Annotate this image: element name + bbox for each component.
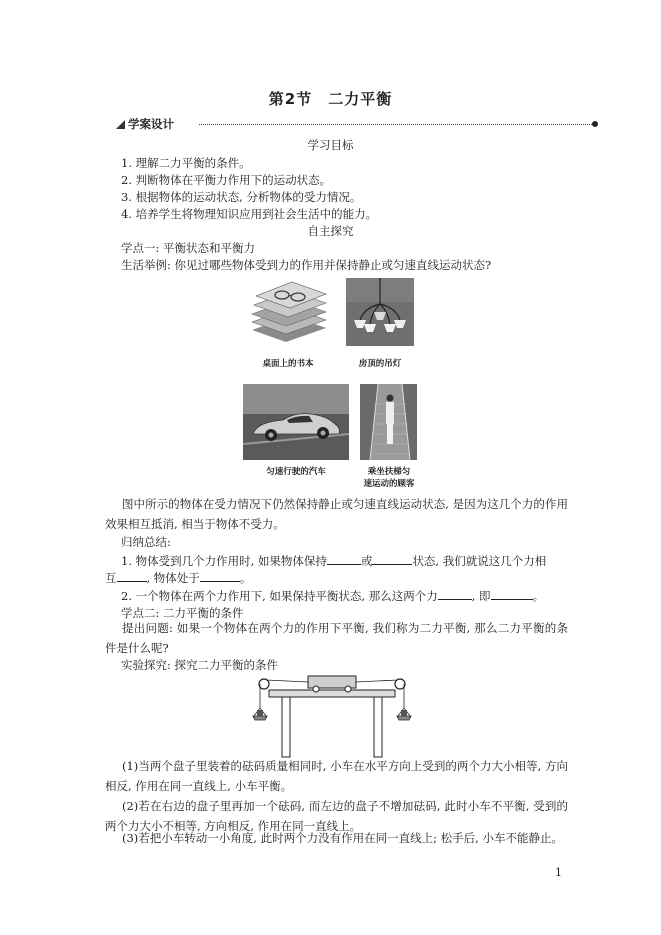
experiment-apparatus-image: [252, 670, 414, 760]
banner-dotted-line: [199, 124, 592, 125]
life-example: 生活举例: 你见过哪些物体受到力的作用并保持静止或匀速直线运动状态?: [121, 258, 492, 272]
banner-triangle-icon: [116, 120, 125, 129]
summary1-part-e: , 物体处于: [146, 571, 200, 585]
point1-heading: 学点一: 平衡状态和平衡力: [121, 241, 256, 255]
summary-item-1-cont: [105, 569, 251, 586]
images-explanation: 图中所示的物体在受力情况下仍然保持静止或匀速直线运动状态, 是因为这几个力的作用效果相互抵消, 相当于物体不受力。: [105, 497, 568, 531]
blank-force-relation[interactable]: [438, 587, 472, 600]
page-title: 第2节 二力平衡: [268, 90, 393, 108]
banner-tag: [116, 117, 174, 131]
summary2-part-b: , 即: [471, 589, 491, 603]
blank-state-2[interactable]: [372, 552, 412, 565]
point2-heading: 学点二: 二力平衡的条件: [121, 606, 244, 620]
caption-escalator-2: 速运动的顾客: [363, 479, 415, 489]
books-image: [246, 278, 330, 346]
banner-end-dot-icon: [592, 121, 598, 127]
result-1: (1)当两个盘子里装着的砝码质量相同时, 小车在水平方向上受到的两个力大小相等, 方向相反, 作用在同一直线上, 小车平衡。: [105, 759, 568, 793]
summary2-part-a: 2. 一个物体在两个力作用下, 如果保持平衡状态, 那么这两个力: [121, 589, 438, 603]
chandelier-image: [346, 278, 414, 346]
page-number: 1: [555, 866, 562, 879]
summary1-part-f: 。: [239, 571, 252, 585]
summary1-part-b: 或: [360, 554, 373, 568]
summary-item-2: [121, 587, 544, 604]
caption-car: 匀速行驶的汽车: [266, 467, 326, 477]
car-image: [243, 384, 349, 460]
section-banner: [116, 117, 600, 131]
blank-state-1[interactable]: [327, 552, 361, 565]
banner-label: 学案设计: [128, 117, 174, 131]
caption-escalator-1: 乘坐扶梯匀: [367, 467, 411, 477]
experiment-heading: 实验探究: 探究二力平衡的条件: [121, 658, 279, 672]
result-2: (2)若在右边的盘子里再加一个砝码, 而左边的盘子不增加砝码, 此时小车不平衡, 受到的两个力大小不相等, 方向相反, 作用在同一直线上。: [105, 799, 568, 833]
question: 提出问题: 如果一个物体在两个力的作用下平衡, 我们称为二力平衡, 那么二力平衡的条件是什么呢?: [105, 621, 568, 655]
result-3: (3)若把小车转动一小角度, 此时两个力没有作用在同一直线上; 松手后, 小车不能静止。: [122, 831, 563, 845]
blank-relation[interactable]: [117, 569, 147, 582]
summary1-part-a: 1. 物体受到几个力作用时, 如果物体保持: [121, 554, 327, 568]
objective-2: 2. 判断物体在平衡力作用下的运动状态。: [121, 173, 332, 187]
summary-item-1: [121, 552, 546, 569]
blank-state-result[interactable]: [200, 569, 240, 582]
summary2-part-c: 。: [532, 589, 545, 603]
explore-heading: 自主探究: [307, 224, 354, 238]
objective-1: 1. 理解二力平衡的条件。: [121, 156, 251, 170]
objective-3: 3. 根据物体的运动状态, 分析物体的受力情况。: [121, 190, 362, 204]
escalator-image: [360, 384, 417, 460]
caption-lamp: 房顶的吊灯: [358, 359, 402, 369]
summary1-part-d: 互: [105, 571, 117, 585]
objectives-heading: 学习目标: [307, 138, 354, 152]
summary1-part-c: 状态, 我们就说这几个力相: [412, 554, 547, 568]
objective-4: 4. 培养学生将物理知识应用到社会生活中的能力。: [121, 207, 378, 221]
summary-heading: 归纳总结:: [121, 535, 171, 549]
caption-books: 桌面上的书本: [262, 359, 314, 369]
blank-balanced-forces[interactable]: [491, 587, 533, 600]
